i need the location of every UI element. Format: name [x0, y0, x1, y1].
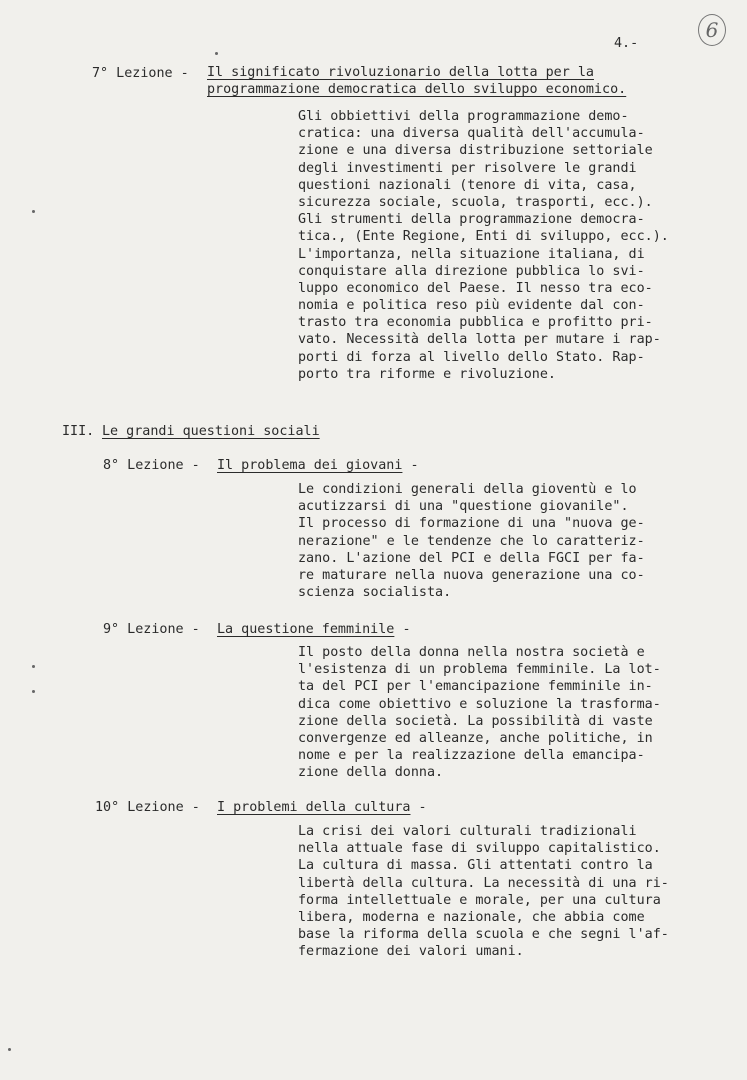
body-line: convergenze ed alleanze, anche politiche, in: [298, 730, 653, 746]
lesson-7-body: [298, 108, 669, 383]
body-line: porti di forza al livello dello Stato. Rap-: [298, 349, 645, 365]
lesson-7-title-line: programmazione democratica dello sviluppo economico.: [207, 82, 627, 98]
body-line: vato. Necessità della lotta per mutare i rap-: [298, 332, 661, 348]
scan-speck: [32, 690, 35, 693]
scan-speck: [215, 52, 218, 55]
lesson-7-number: 7° Lezione -: [92, 66, 189, 81]
body-line: zione e una diversa distribuzione settoriale: [298, 143, 653, 159]
body-line: tica., (Ente Regione, Enti di sviluppo, ecc.).: [298, 229, 669, 245]
body-line: forma intellettuale e morale, per una cultura: [298, 892, 661, 908]
page-number: 4.-: [614, 36, 639, 51]
lesson-10-number: 10° Lezione -: [95, 800, 200, 815]
lesson-9-title: La questione femminile: [217, 622, 395, 637]
body-line: zione della società. La possibilità di vaste: [298, 713, 653, 729]
scan-speck: [8, 1048, 11, 1051]
body-line: l'esistenza di un problema femminile. La lot-: [298, 662, 661, 678]
body-line: nome e per la realizzazione della emancipa-: [298, 748, 645, 764]
lesson-9-heading: [217, 622, 411, 637]
body-line: La cultura di massa. Gli attentati contro la: [298, 858, 653, 874]
folio-number: 6: [698, 14, 726, 46]
scan-speck: [32, 210, 35, 213]
body-line: Gli obbiettivi della programmazione demo-: [298, 109, 629, 124]
body-line: trasto tra economia pubblica e profitto pri-: [298, 315, 653, 331]
body-line: La crisi dei valori culturali tradizionali: [298, 824, 637, 839]
body-line: degli investimenti per risolvere le grandi: [298, 160, 637, 176]
lesson-8-number: 8° Lezione -: [103, 458, 200, 473]
body-line: Gli strumenti della programmazione democra-: [298, 212, 645, 228]
body-line: fermazione dei valori umani.: [298, 944, 524, 960]
body-line: base la riforma della scuola e che segni l'af-: [298, 927, 669, 943]
body-line: porto tra riforme e rivoluzione.: [298, 366, 556, 382]
body-line: ta del PCI per l'emancipazione femminile in-: [298, 679, 653, 695]
lesson-8-heading: [217, 458, 419, 473]
body-line: L'importanza, nella situazione italiana, di: [298, 246, 645, 262]
body-line: zano. L'azione del PCI e della FGCI per fa-: [298, 550, 645, 566]
body-line: luppo economico del Paese. Il nesso tra eco-: [298, 280, 653, 296]
body-line: Il processo di formazione di una "nuova ge-: [298, 516, 645, 532]
scan-speck: [32, 665, 35, 668]
lesson-8-title: Il problema dei giovani: [217, 458, 403, 473]
body-line: scienza socialista.: [298, 585, 452, 601]
lesson-10-dash: -: [418, 800, 427, 815]
body-line: re maturare nella nuova generazione una co-: [298, 567, 645, 583]
body-line: cratica: una diversa qualità dell'accumula-: [298, 126, 645, 142]
lesson-10-heading: [217, 800, 427, 815]
body-line: conquistare alla direzione pubblica lo svi-: [298, 263, 645, 279]
lesson-8-body: [298, 481, 645, 601]
lesson-7-title: [207, 64, 626, 98]
body-line: libera, moderna e nazionale, che abbia come: [298, 909, 645, 925]
lesson-10-body: [298, 823, 669, 961]
lesson-9-dash: -: [402, 622, 411, 637]
body-line: nomia e politica reso più evidente dal con-: [298, 298, 645, 314]
lesson-10-title: I problemi della cultura: [217, 800, 411, 815]
lesson-9-number: 9° Lezione -: [103, 622, 200, 637]
section-title: Le grandi questioni sociali: [102, 424, 320, 439]
body-line: acutizzarsi di una "questione giovanile".: [298, 499, 629, 515]
body-line: Le condizioni generali della gioventù e lo: [298, 482, 637, 497]
body-line: questioni nazionali (tenore di vita, casa,: [298, 177, 637, 193]
body-line: zione della donna.: [298, 765, 444, 781]
body-line: Il posto della donna nella nostra società e: [298, 645, 645, 660]
body-line: libertà della cultura. La necessità di una ri-: [298, 875, 669, 891]
lesson-9-body: [298, 644, 661, 782]
lesson-8-dash: -: [410, 458, 419, 473]
body-line: nerazione" e le tendenze che lo caratteriz-: [298, 533, 645, 549]
lesson-7-title-line: Il significato rivoluzionario della lotta per la: [207, 65, 594, 80]
body-line: nella attuale fase di sviluppo capitalistico.: [298, 841, 661, 857]
body-line: dica come obiettivo e soluzione la trasforma-: [298, 696, 661, 712]
body-line: sicurezza sociale, scuola, trasporti, ecc.).: [298, 194, 653, 210]
section-number: III.: [62, 424, 95, 439]
